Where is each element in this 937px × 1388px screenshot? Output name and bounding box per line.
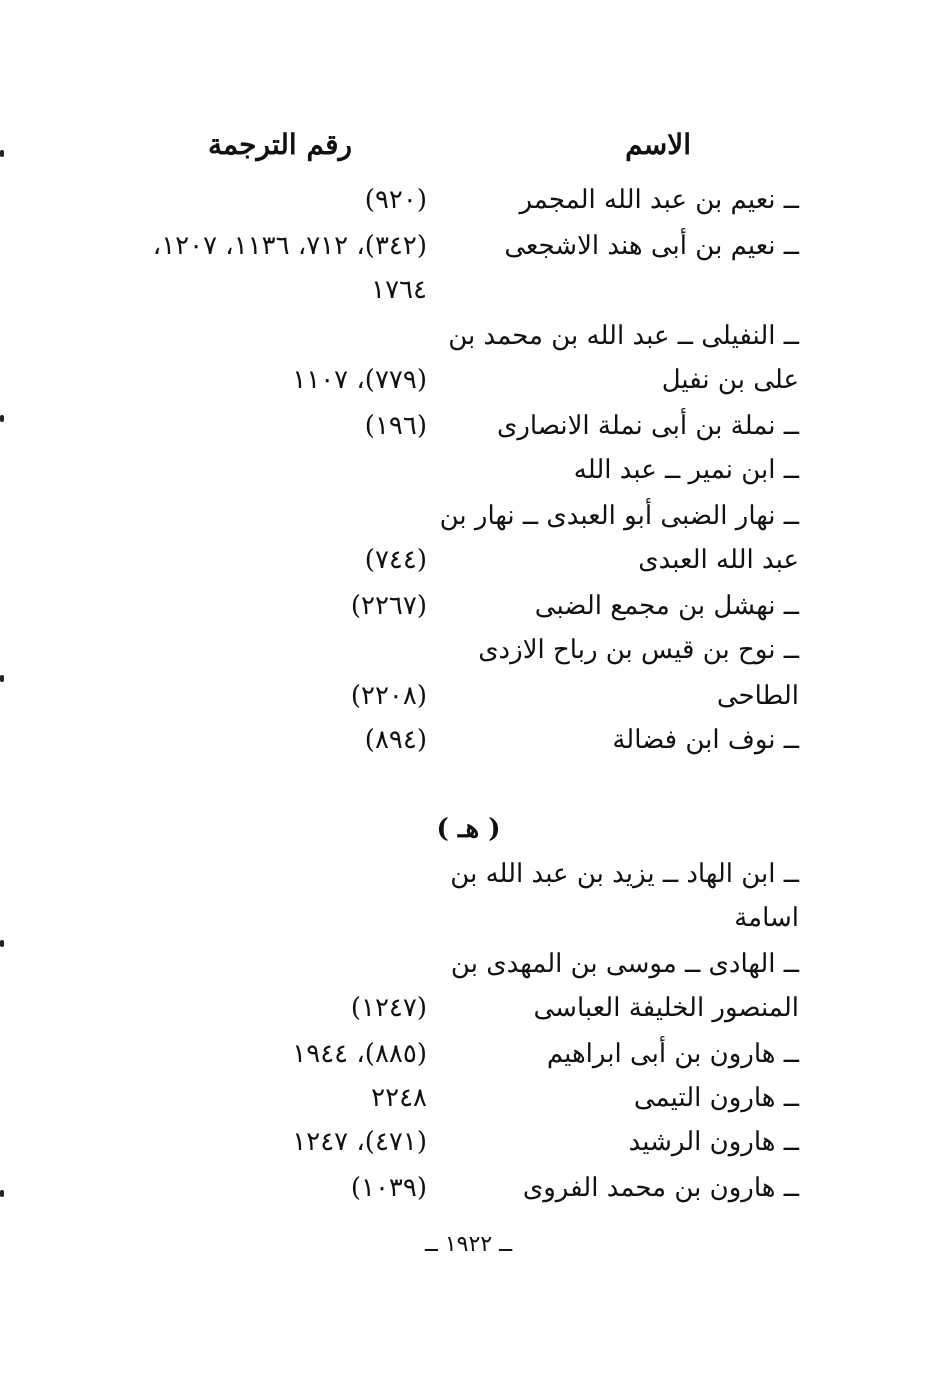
- entry-number: (١٠٣٩): [350, 1173, 427, 1203]
- index-entry: [0, 226, 937, 266]
- entry-number: (٨٩٤): [364, 725, 427, 755]
- index-entry: [0, 450, 937, 490]
- index-entry: [0, 406, 937, 446]
- index-entry: [0, 988, 937, 1028]
- entry-name: ــ نهشل بن مجمع الضبى: [534, 591, 799, 621]
- index-entry: [0, 1034, 937, 1074]
- entry-number: ١٧٦٤: [371, 275, 427, 305]
- scan-speck: [0, 940, 4, 947]
- entry-name: ــ هارون الرشيد: [628, 1127, 799, 1157]
- entry-number: (٣٤٢)، ٧١٢، ١١٣٦، ١٢٠٧،: [152, 231, 427, 261]
- entry-name: ــ نوف ابن فضالة: [612, 725, 799, 755]
- entry-name: على بن نفيل: [661, 365, 799, 395]
- index-entry: [0, 854, 937, 894]
- index-entry: [0, 180, 937, 220]
- index-entry: [0, 1168, 937, 1208]
- section-heading: [0, 814, 937, 844]
- index-entry: [0, 586, 937, 626]
- index-entry: [0, 496, 937, 536]
- entry-name: ــ ابن الهاد ــ يزيد بن عبد الله بن: [450, 859, 799, 889]
- entry-name: ــ النفيلى ــ عبد الله بن محمد بن: [448, 321, 799, 351]
- index-entry: [0, 360, 937, 400]
- index-entry: [0, 630, 937, 670]
- scan-speck: [0, 1190, 4, 1197]
- section-letter: ( هـ ): [436, 814, 501, 844]
- index-entry: [0, 944, 937, 984]
- entry-number: (٨٨٥)، ١٩٤٤: [292, 1039, 427, 1069]
- column-header-name: الاسم: [625, 128, 691, 161]
- index-entry: [0, 898, 937, 938]
- entry-number: (٧٧٩)، ١١٠٧: [292, 365, 427, 395]
- column-header-entry-number: رقم الترجمة: [207, 128, 352, 161]
- entry-number: (١٩٦): [364, 411, 427, 441]
- entry-name: ــ نهار الضبى أبو العبدى ــ نهار بن: [439, 501, 799, 531]
- entry-name: ــ هارون بن أبى ابراهيم: [546, 1039, 799, 1069]
- entry-name: ــ ابن نمير ــ عبد الله: [573, 455, 799, 485]
- index-entry: [0, 1078, 937, 1118]
- entry-name: ــ نعيم بن أبى هند الاشجعى: [504, 231, 799, 261]
- entry-name: ــ الهادى ــ موسى بن المهدى بن: [450, 949, 799, 979]
- index-entry: [0, 720, 937, 760]
- index-entry: [0, 270, 937, 310]
- index-entry: [0, 540, 937, 580]
- entry-number: (٤٧١)، ١٢٤٧: [292, 1127, 427, 1157]
- index-entry: [0, 1122, 937, 1162]
- entry-number: (٢٢٦٧): [350, 591, 427, 621]
- entry-name: اسامة: [734, 903, 799, 933]
- entry-number: (٧٤٤): [364, 545, 427, 575]
- entry-name: عبد الله العبدى: [638, 545, 799, 575]
- entry-number: (٢٢٠٨): [350, 681, 427, 711]
- entry-number: (٩٢٠): [364, 185, 427, 215]
- entry-name: ــ نوح بن قيس بن رباح الازدى: [478, 635, 799, 665]
- scan-speck: [0, 675, 4, 682]
- entry-number: ٢٢٤٨: [371, 1083, 427, 1113]
- entry-name: ــ نعيم بن عبد الله المجمر: [519, 185, 799, 215]
- index-entry: [0, 316, 937, 356]
- scan-speck: [0, 415, 4, 422]
- index-entry: [0, 676, 937, 716]
- page-number: ــ ١٩٢٢ ــ: [424, 1232, 513, 1257]
- entry-name: ــ نملة بن أبى نملة الانصارى: [496, 411, 799, 441]
- entry-name: ــ هارون بن محمد الفروى: [522, 1173, 799, 1203]
- scan-speck: [0, 150, 4, 157]
- entry-name: ــ هارون التيمى: [633, 1083, 799, 1113]
- entry-name: الطاحى: [716, 681, 799, 711]
- entry-name: المنصور الخليفة العباسى: [533, 993, 799, 1023]
- entry-number: (١٢٤٧): [350, 993, 427, 1023]
